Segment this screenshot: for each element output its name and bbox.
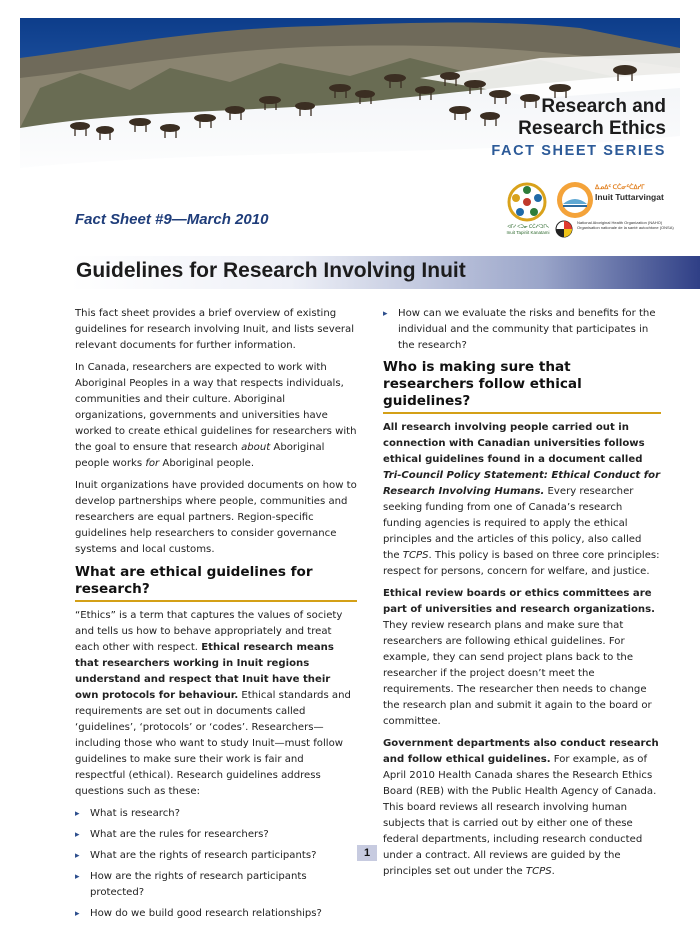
canada-paragraph: In Canada, researchers are expected to work with Aboriginal Peoples in a way that respects individuals, communities and their culture. Aboriginal organizations, governments and universities have worked to create ethical guidelines for researchers with the goal to ensure that research about Aboriginal people works for Aboriginal people. bbox=[75, 362, 357, 469]
partnership-paragraph: Inuit organizations have provided documents on how to develop partnerships where people, communities and researchers are equal partners. Region-specific guidelines help researchers to consider governance systems and local customs. bbox=[75, 480, 357, 555]
title-bar bbox=[70, 256, 700, 289]
list-item: ▸ What are the rules for researchers? bbox=[75, 827, 357, 843]
question-list-continued bbox=[383, 306, 661, 354]
itk-caption: ᐊᒥᓯ ᐸᑐᓂ ᑕᑖᓯᑦᑐᒥᓴ Inuit Tapiriit Kanatami bbox=[506, 224, 550, 235]
intro-paragraph: This fact sheet provides a brief overview of existing guidelines for research involving Inuit, and lists several relevant documents for further information. bbox=[75, 308, 355, 351]
list-item: ▸ How do we build good research relationships? bbox=[75, 906, 357, 922]
list-item: ▸ How are the rights of research participants protected? bbox=[75, 871, 307, 898]
bullet-arrow-icon: ▸ bbox=[383, 309, 388, 319]
bullet-arrow-icon: ▸ bbox=[75, 909, 80, 919]
inuit-tuttarvingat-name: Inuit Tuttarvingat bbox=[595, 192, 664, 202]
list-item: ▸ How can we evaluate the risks and benefits for the individual and the community that participates in the research? bbox=[383, 308, 656, 351]
inuit-tuttarvingat-syllabics: ᐃᓄᐃᑦ ᑕᑖᓂᑦᑖᐃᓯᒥ bbox=[595, 185, 645, 191]
question-list bbox=[75, 806, 357, 922]
naho-caption: National Aboriginal Health Organization (NAHO) Organisation nationale de la santé autochtone (ONSA) bbox=[577, 220, 674, 230]
page-number: 1 bbox=[357, 845, 377, 861]
itk-logo bbox=[505, 180, 549, 240]
sun-emblem-icon bbox=[555, 180, 595, 220]
series-title-line1: Research and bbox=[541, 96, 666, 117]
section-heading-ethical-guidelines: What are ethical guidelines for research? bbox=[75, 564, 357, 602]
fact-sheet-label: Fact Sheet #9—March 2010 bbox=[75, 211, 269, 228]
bullet-arrow-icon: ▸ bbox=[75, 809, 80, 819]
partner-logos bbox=[505, 180, 675, 242]
section-heading-who-ensures: Who is making sure that researchers follow ethical guidelines? bbox=[383, 359, 661, 414]
tcps-paragraph: All research involving people carried out in connection with Canadian universities follows ethical guidelines found in a document called Tri-Council Policy Statement: Ethical Conduct for Research Involving Humans. Every researcher seeking funding from one of Canada’s research funding agencies is required to apply the ethical principles and the articles of this policy, also called the TCPS. This policy is based on three core principles: respect for persons, concern for welfare, and justice. bbox=[383, 422, 661, 577]
right-column bbox=[383, 306, 661, 886]
series-title-line2: Research Ethics bbox=[518, 118, 666, 139]
header-banner bbox=[20, 18, 680, 190]
bullet-arrow-icon: ▸ bbox=[75, 872, 80, 882]
naho-emblem-icon bbox=[555, 220, 573, 238]
itk-emblem-icon bbox=[505, 180, 549, 224]
list-item: ▸ What are the rights of research participants? bbox=[75, 848, 357, 864]
left-column bbox=[75, 306, 357, 927]
government-paragraph: Government departments also conduct research and follow ethical guidelines. For example, as of April 2010 Health Canada shares the Research Ethics Board (REB) with the Public Health Agency of Canada. This board reviews all research involving human subjects that is carried out by either one of these federal departments, including research conducted under a contract. All reviews are guided by the principles set out under the TCPS. bbox=[383, 738, 659, 877]
inuit-tuttarvingat-logo bbox=[555, 180, 675, 242]
page-title: Guidelines for Research Involving Inuit bbox=[76, 259, 466, 282]
bullet-arrow-icon: ▸ bbox=[75, 830, 80, 840]
review-boards-paragraph: Ethical review boards or ethics committees are part of universities and research organizations. They review research plans and make sure that researchers are following ethical guidelines. For example, they can send project plans back to the researcher if the project doesn’t meet the requirements. The researcher then needs to change the research plan and submit it again to the board or committee. bbox=[383, 588, 655, 727]
bullet-arrow-icon: ▸ bbox=[75, 851, 80, 861]
series-title bbox=[491, 96, 666, 162]
ethics-paragraph: “Ethics” is a term that captures the values of society and tells us how to behave appropriately and treat each other with respect. Ethical research means that researchers working in Inuit regions understand and respect that Inuit have their own protocols for behaviour. Ethical standards and requirements are set out in documents called ‘guidelines’, ‘protocols’ or ‘codes’. Researchers—including those who want to study Inuit—must follow guidelines to make sure their work is fair and respectful (ethical). Research guidelines address questions such as these: bbox=[75, 610, 351, 797]
series-subtitle: FACT SHEET SERIES bbox=[491, 143, 666, 159]
list-item: ▸ What is research? bbox=[75, 806, 357, 822]
